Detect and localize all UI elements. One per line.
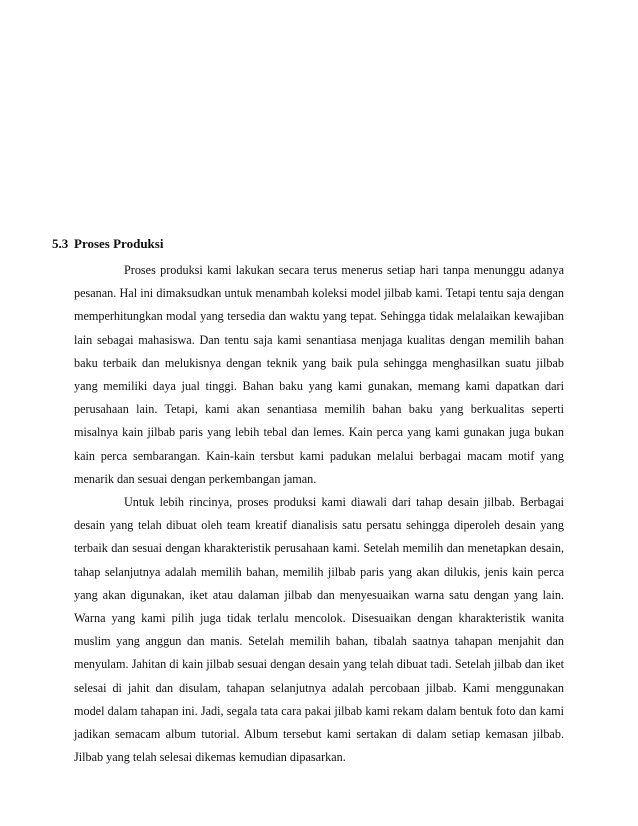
paragraph-2: Untuk lebih rincinya, proses produksi kami diawali dari tahap desain jilbab. Berbagai desain yang telah dibuat oleh team kreatif dianalisis satu persatu sehingga diperoleh desain yang terbaik dan sesuai dengan kharakteristik perusahaan kami. Setelah memilih dan menetapkan desain, tahap selanjutnya adalah memilih bahan, memilih jilbab paris yang akan dilukis, jenis kain perca yang akan digunakan, iket atau dalaman jilbab dan menyesuaikan warna satu dengan yang lain. Warna yang kami pilih juga tidak terlalu mencolok. Disesuaikan dengan kharakteristik wanita muslim yang anggun dan manis. Setelah memilih bahan, tibalah saatnya tahapan menjahit dan menyulam. Jahitan di kain jilbab sesuai dengan desain yang telah dibuat tadi. Setelah jilbab dan iket selesai di jahit dan disulam, tahapan selanjutnya adalah percobaan jilbab. Kami menggunakan model dalam tahapan ini. Jadi, segala tata cara pakai jilbab kami rekam dalam bentuk foto dan kami jadikan semacam album tutorial. Album tersebut kami sertakan di dalam setiap kemasan jilbab. Jilbab yang telah selesai dikemas kemudian dipasarkan. bbox=[74, 495, 564, 765]
paragraph-1: Proses produksi kami lakukan secara terus menerus setiap hari tanpa menunggu adanya pesanan. Hal ini dimaksudkan untuk menambah koleksi model jilbab kami. Tetapi tentu saja dengan memperhitungkan modal yang tersedia dan waktu yang tepat. Sehingga tidak melalaikan kewajiban lain sebagai mahasiswa. Dan tentu saja kami senantiasa menjaga kualitas dengan memilih bahan baku terbaik dan melukisnya dengan teknik yang baik pula sehingga menghasilkan suatu jilbab yang memiliki daya jual tinggi. Bahan baku yang kami gunakan, memang kami dapatkan dari perusahaan lain. Tetapi, kami akan senantiasa memilih bahan baku yang berkualitas seperti misalnya kain jilbab paris yang lebih tebal dan lemes. Kain perca yang kami gunakan juga bukan kain perca sembarangan. Kain-kain tersbut kami padukan melalui berbagai macam motif yang menarik dan sesuai dengan perkembangan jaman. bbox=[74, 263, 564, 486]
section-number: 5.3 bbox=[52, 236, 69, 251]
section-title: Proses Produksi bbox=[74, 236, 164, 251]
section-heading bbox=[52, 234, 163, 254]
body-text bbox=[74, 259, 564, 769]
